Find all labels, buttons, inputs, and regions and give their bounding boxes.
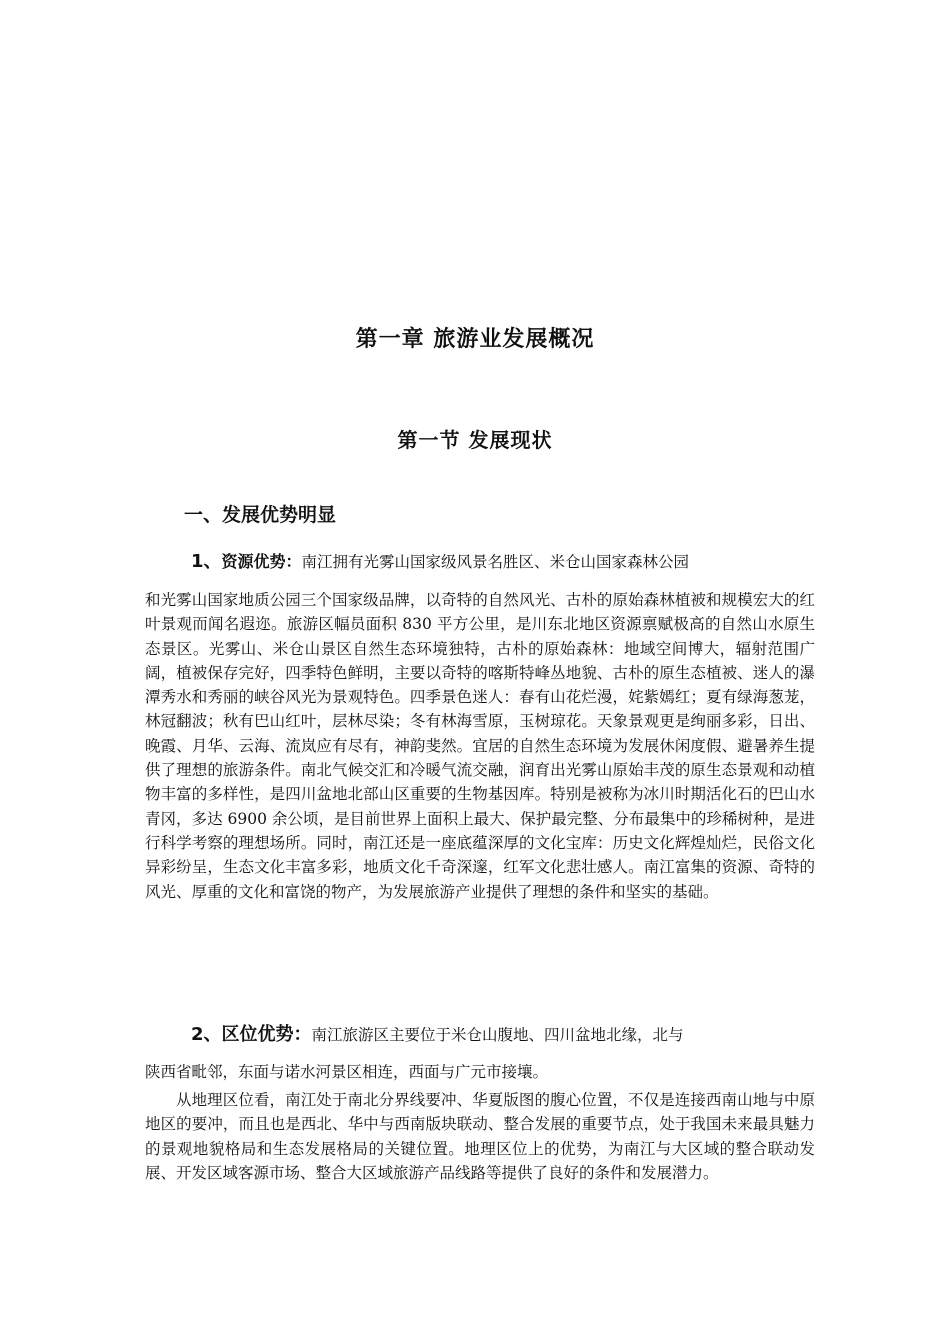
chapter-title: 第一章 旅游业发展概况 bbox=[355, 327, 595, 352]
subsection-title: 一、发展优势明显 bbox=[184, 504, 337, 526]
item1-lead-line bbox=[191, 550, 813, 574]
item2-lead-line bbox=[191, 1023, 813, 1047]
item2-location-paragraph: 从地理区位看，南江处于南北分界线要冲、华夏版图的腹心位置，不仅是连接西南山地与中原地区的要冲，而且也是西北、华中与西南版块联动、整合发展的重要节点，处于我国未来最具魅力的景观地貌格局和生态发展格局的关键位置。地理区位上的优势，为南江与大区域的整合联动发展、开发区域客源市场、整合大区域旅游产品线路等提供了良好的条件和发展潜力。 bbox=[145, 1091, 815, 1182]
item2-label: 区位优势： bbox=[221, 1024, 312, 1045]
section-title: 第一节 发展现状 bbox=[397, 428, 553, 452]
item1-first-line: 南江拥有光雾山国家级风景名胜区、米仓山国家森林公园 bbox=[301, 553, 690, 571]
item1-body-paragraph: 和光雾山国家地质公园三个国家级品牌，以奇特的自然风光、古朴的原始森林植被和规模宏大的红叶景观而闻名遐迩。旅游区幅员面积 830 平方公里，是川东北地区资源禀赋极高的自然山水原生态景区。光雾山、米仓山景区自然生态环境独特，古朴的原始森林：地域空间博大，辐射范围广阔，植被保存完好，四季特色鲜明，主要以奇特的喀斯特峰丛地貌、古朴的原生态植被、迷人的瀑潭秀水和秀丽的峡谷风光为景观特色。四季景色迷人：春有山花烂漫，姹紫嫣红；夏有绿海葱茏，林冠翻波；秋有巴山红叶，层林尽染；冬有林海雪原，玉树琼花。天象景观更是绚丽多彩，日出、晚霞、月华、云海、流岚应有尽有，神韵斐然。宜居的自然生态环境为发展休闲度假、避暑养生提供了理想的旅游条件。南北气候交汇和冷暖气流交融，润育出光雾山原始丰茂的原生态景观和动植物丰富的多样性，是四川盆地北部山区重要的生物基因库。特别是被称为冰川时期活化石的巴山水青冈，多达 6900 余公顷，是目前世界上面积上最大、保护最完整、分布最集中的珍稀树种，是进行科学考察的理想场所。同时，南江还是一座底蕴深厚的文化宝库：历史文化辉煌灿烂，民俗文化异彩纷呈，生态文化丰富多彩，地质文化千奇深邃，红军文化悲壮感人。南江富集的资源、奇特的风光、厚重的文化和富饶的物产，为发展旅游产业提供了理想的条件和坚实的基础。 bbox=[145, 591, 815, 901]
item1-number: 1、 bbox=[191, 551, 222, 572]
item1-label: 资源优势： bbox=[221, 552, 302, 571]
item2-body-paragraph: 陕西省毗邻，东面与诺水河景区相连，西面与广元市接壤。 bbox=[145, 1063, 549, 1081]
item2-number: 2、 bbox=[191, 1024, 222, 1045]
item2-first-line: 南江旅游区主要位于米仓山腹地、四川盆地北缘，北与 bbox=[311, 1026, 684, 1044]
